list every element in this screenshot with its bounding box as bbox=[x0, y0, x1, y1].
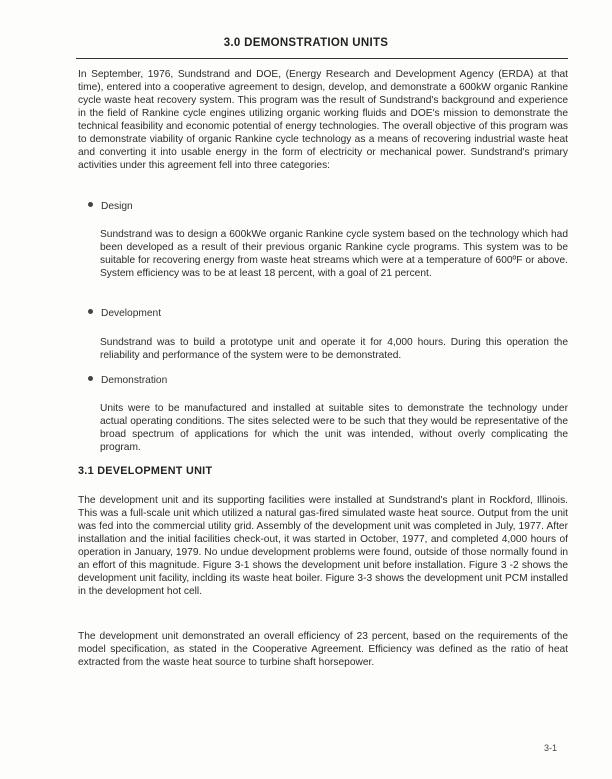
bullet-demonstration-label: Demonstration bbox=[101, 375, 168, 386]
demonstration-paragraph: Units were to be manufactured and installed at suitable sites to demonstrate the technology under actual operating conditions. The sites selected were to be such that they would be representative of the broad spectrum of applications for which the unit was intended, without overly complicating the program. bbox=[100, 403, 568, 453]
bullet-dot-icon bbox=[88, 376, 93, 381]
development-paragraph: Sundstrand was to build a prototype unit and operate it for 4,000 hours. During this operation the reliability and performance of the system were to be demonstrated. bbox=[100, 337, 568, 361]
bullet-dot-icon bbox=[88, 309, 93, 314]
development-unit-paragraph: The development unit and its supporting facilities were installed at Sundstrand's plant in Rockford, Illinois. This was a full-scale unit which utilized a natural gas-fired simulated waste heat source. Output from the unit was fed into the commercial utility grid. Assembly of the development unit was completed in July, 1977. After installation and the initial facilities check-out, it was started in October, 1977, and completed 4,000 hours of operation in January, 1979. No undue development problems were found, outside of those normally found in an effort of this magnitude. Figure 3-1 shows the development unit before installation. Figure 3 -2 shows the development unit facility, inclding its waste heat boiler. Figure 3-3 shows the development unit PCM installed in the development hot cell. bbox=[78, 495, 568, 597]
bullet-design bbox=[88, 200, 133, 214]
design-paragraph: Sundstrand was to design a 600kWe organic Rankine cycle system based on the technology which had been developed as a result of their previous organic Rankine cycle programs. This system was to be suitable for recovering energy from waste heat streams which were at a temperature of 600ºF or above. System efficiency was to be at least 18 percent, with a goal of 21 percent. bbox=[100, 229, 568, 279]
page-title: 3.0 DEMONSTRATION UNITS bbox=[223, 37, 389, 49]
bullet-development bbox=[88, 307, 161, 321]
bullet-design-label: Design bbox=[101, 201, 133, 212]
header-rule bbox=[76, 58, 568, 59]
bullet-dot-icon bbox=[88, 202, 93, 207]
efficiency-paragraph: The development unit demonstrated an overall efficiency of 23 percent, based on the requirements of the model specification, as stated in the Cooperative Agreement. Efficiency was defined as the ratio of heat extracted from the waste heat source to turbine shaft horsepower. bbox=[78, 631, 568, 668]
page-number: 3-1 bbox=[544, 743, 558, 753]
bullet-demonstration bbox=[88, 374, 167, 388]
bullet-development-label: Development bbox=[101, 308, 162, 319]
section-heading: 3.1 DEVELOPMENT UNIT bbox=[78, 465, 213, 477]
intro-paragraph: In September, 1976, Sundstrand and DOE, (Energy Research and Development Agency (ERDA) at that time), entered into a cooperative agreement to design, develop, and demonstrate a 600kW organic Rankine cycle waste heat recovery system. This program was the result of Sundstrand's background and experience in the field of Rankine cycle engines utilizing organic working fluids and DOE's mission to demonstrate the technical feasibility and economic potential of energy technologies. The overall objective of this program was to demonstrate viability of organic Rankine cycle technology as a means of recovering industrial waste heat and converting it into usable energy in the form of electricity or mechanical power. Sundstrand's primary activities under this agreement fell into three categories: bbox=[78, 69, 568, 171]
